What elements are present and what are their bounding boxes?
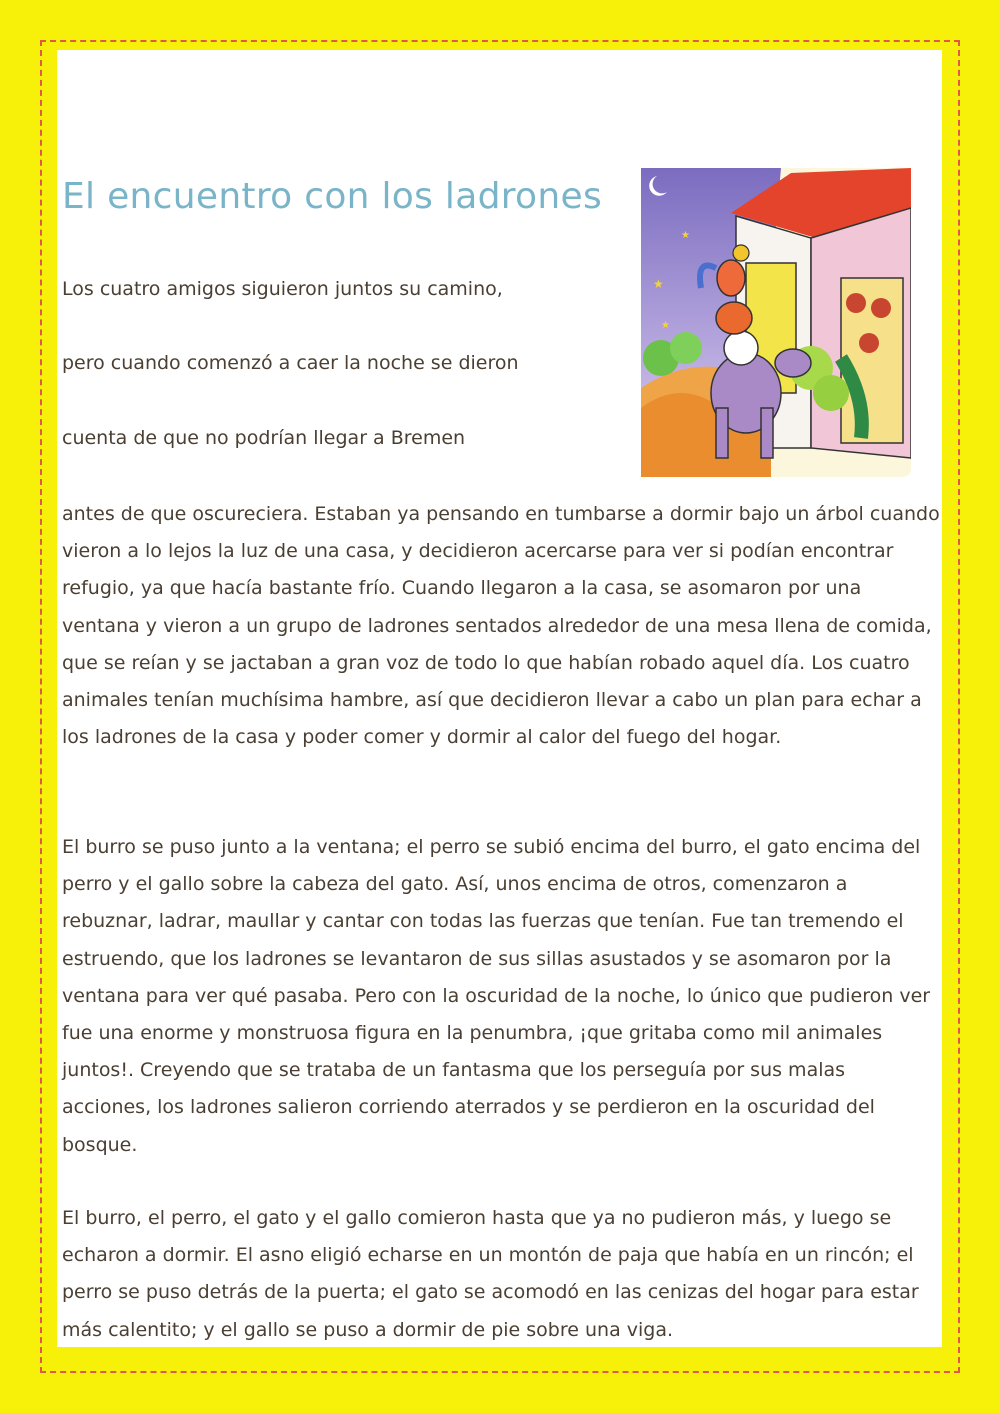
paragraph: El burro, el perro, el gato y el gallo comieron hasta que ya no pudieron más, y luego se echaron a dormir. El asno eligió echarse en un montón de paja que había en un rincón; el perro se puso detrás de la puerta; el gato se acomodó en las cenizas del hogar para estar más calentito; y el gallo se puso a dormir de pie sobre una viga. <box>62 1207 919 1341</box>
story-illustration <box>641 168 911 477</box>
intro-line: pero cuando comenzó a caer la noche se dieron <box>62 352 519 374</box>
paragraph: El burro se puso junto a la ventana; el perro se subió encima del burro, el gato encima del perro y el gallo sobre la cabeza del gato. Así, unos encima de otros, comenzaron a rebuznar, ladrar, maullar y cantar con todas las fuerzas que tenían. Fue tan tremendo el estruendo, que los ladrones se levantaron de sus sillas asustados y se asomaron por la ventana para ver qué pasaba. Pero con la oscuridad de la noche, lo único que pudieron ver fue una enorme y monstruosa figura en la penumbra, ¡que gritaba como mil animales juntos!. Creyendo que se trataba de un fantasma que los perseguía por sus malas acciones, los ladrones salieron corriendo aterrados y se perdieron en la oscuridad del bosque. <box>62 836 931 1156</box>
intro-line: Los cuatro amigos siguieron juntos su camino, <box>62 278 503 300</box>
page-title: El encuentro con los ladrones <box>62 176 602 217</box>
intro-line: cuenta de que no podrían llegar a Bremen <box>62 427 466 449</box>
svg-text:★: ★ <box>681 230 690 241</box>
svg-text:★: ★ <box>661 320 670 331</box>
paragraph: antes de que oscureciera. Estaban ya pensando en tumbarse a dormir bajo un árbol cuando vieron a lo lejos la luz de una casa, y decidieron acercarse para ver si podían encontrar refugio, ya que hacía bastante frío. Cuando llegaron a la casa, se asomaron por una ventana y vieron a un grupo de ladrones sentados alrededor de una mesa llena de comida, que se reían y se jactaban a gran voz de todo lo que habían robado aquel día. Los cuatro animales tenían muchísima hambre, así que decidieron llevar a cabo un plan para echar a los ladrones de la casa y poder comer y dormir al calor del fuego del hogar. <box>62 503 940 749</box>
svg-text:★: ★ <box>653 277 664 291</box>
